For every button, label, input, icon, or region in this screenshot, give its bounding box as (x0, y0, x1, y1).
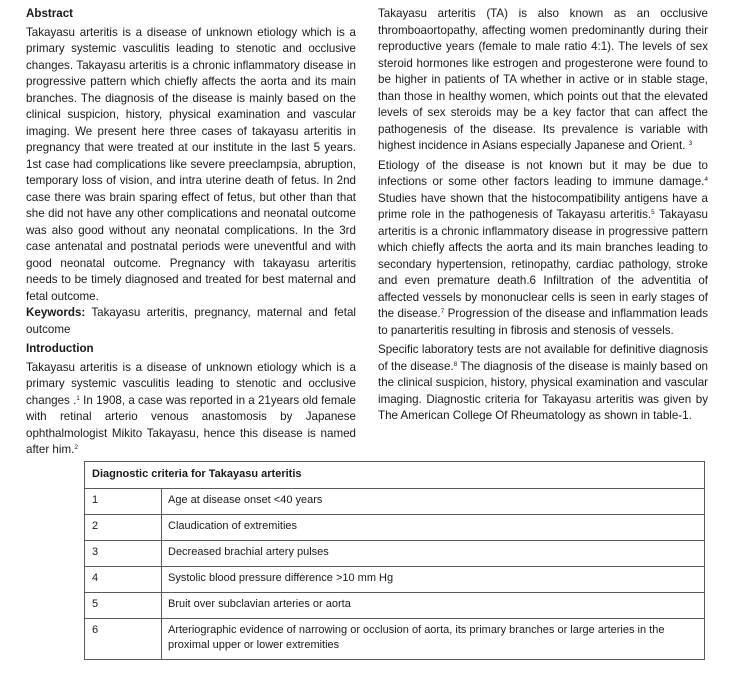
intro-text-part: Takayasu arteritis is a disease of unknown etiology which is a primary systemic vasculitis leading to stenotic and occlusive changes . (26, 360, 356, 407)
citation-ref: 4 (704, 176, 708, 183)
citation-ref: 1 (76, 394, 80, 402)
paragraph-etiology (378, 158, 708, 340)
abstract-heading: Abstract (26, 7, 74, 20)
criterion-text: Arteriographic evidence of narrowing or occlusion of aorta, its primary branches or large arteries in the proximal upper or lower extremities (162, 619, 705, 660)
table-row (85, 515, 705, 541)
criterion-text: Claudication of extremities (162, 515, 705, 541)
criterion-number: 5 (85, 593, 162, 619)
criterion-text: Systolic blood pressure difference >10 mm Hg (162, 567, 705, 593)
table-header: Diagnostic criteria for Takayasu arteritis (85, 462, 705, 489)
paragraph-ta-overview (378, 6, 708, 155)
keywords (26, 305, 356, 338)
table-header-row (85, 462, 705, 489)
criterion-number: 1 (85, 489, 162, 515)
introduction-text (26, 360, 356, 459)
citation-ref: 7 (440, 308, 445, 315)
citation-ref: 3 (688, 140, 693, 147)
paragraph-text: Etiology of the disease is not known but it may be due to infections or some other factors leading to immune damage. (378, 158, 708, 188)
paragraph-text: Takayasu arteritis (TA) is also known as an occlusive thromboaortopathy, affecting women predominantly during their reproductive years (female to male ratio 4:1). The levels of sex steroid hormones like estrogen and progesterone were found to be higher in patients of TA whether in active or in stable stage, than those in healthy women, which points out that the elevated levels of sex steroids may be a key factor that can affect the pathogenesis of the disease. Its prevalence is variable with highest incidence in Asians especially Japanese and Orient. (378, 7, 708, 152)
table-row (85, 619, 705, 660)
criterion-text: Decreased brachial artery pulses (162, 541, 705, 567)
table-row (85, 593, 705, 619)
citation-ref: 8 (453, 360, 458, 368)
criterion-number: 4 (85, 567, 162, 593)
criterion-number: 2 (85, 515, 162, 541)
diagnostic-criteria-table (84, 461, 705, 660)
keywords-label: Keywords: (26, 306, 86, 319)
citation-ref: 2 (74, 444, 78, 451)
intro-text-part: In 1908, a case was reported in a 21years old female with retinal arterio venous anastomosis by Japanese ophthalmologist Mikito Takayasu, hence this disease is named after him. (26, 393, 356, 456)
paragraph-text: The diagnosis of the disease is mainly based on the clinical suspicion, history, physical examination and vascular imaging. Diagnostic criteria for Takayasu arteritis was given by The American College Of Rheumatology as shown in table-1. (378, 359, 708, 422)
paragraph-text: Progression of the disease and inflammation leads to panarteritis resulting in fibrosis and stenosis of vessels. (378, 307, 708, 337)
introduction-heading: Introduction (26, 342, 94, 355)
left-column (26, 6, 356, 459)
paragraph-text: Specific laboratory tests are not available for definitive diagnosis of the disease. (378, 343, 708, 373)
criterion-text: Bruit over subclavian arteries or aorta (162, 593, 705, 619)
abstract-text: Takayasu arteritis is a disease of unknown etiology which is a primary systemic vasculitis leading to stenotic and occlusive changes. Takayasu arteritis is a chronic inflammatory disease in progressive pattern which chiefly affects the aorta and its main branches. The diagnosis of the disease is mainly based on the clinical suspicion, history, physical examination and vascular imaging. We present here three cases of takayasu arteritis in pregnancy that were treated at our institute in the last 5 years. 1st case had complications like severe preeclampsia, abruption, temporary loss of vision, and intra uterine death of fetus. In 2nd case there was brain sparing effect of fetus, but other than that she did not have any other complications and neonatal outcome was also good without any neonatal complications. In the 3rd case antenatal and postnatal periods were uneventful and with good neonatal outcome. Pregnancy with takayasu arteritis needs to be timely diagnosed and treated for best maternal and fetal outcome. (26, 25, 356, 303)
table-row (85, 567, 705, 593)
table-row (85, 489, 705, 515)
criterion-number: 3 (85, 541, 162, 567)
right-column (378, 6, 708, 425)
criterion-text: Age at disease onset <40 years (162, 489, 705, 515)
keywords-text: Takayasu arteritis, pregnancy, maternal and fetal outcome (26, 306, 356, 336)
table-row (85, 541, 705, 567)
citation-ref: 5 (651, 209, 655, 216)
paragraph-diagnosis (378, 342, 708, 425)
paragraph-text: Studies have shown that the histocompatibility antigens have a prime role in the pathogenesis of Takayasu arteritis. (378, 191, 708, 221)
paragraph-text: Takayasu arteritis is a chronic inflammatory disease in progressive pattern which chiefly affects the aorta and its main branches leading to secondary hypertension, retinopathy, cardiac pathology, stroke and even premature death.6 Infiltration of the adventitia of affected vessels by mononuclear cells is seen in early stages of the disease. (378, 208, 708, 320)
criterion-number: 6 (85, 619, 162, 660)
